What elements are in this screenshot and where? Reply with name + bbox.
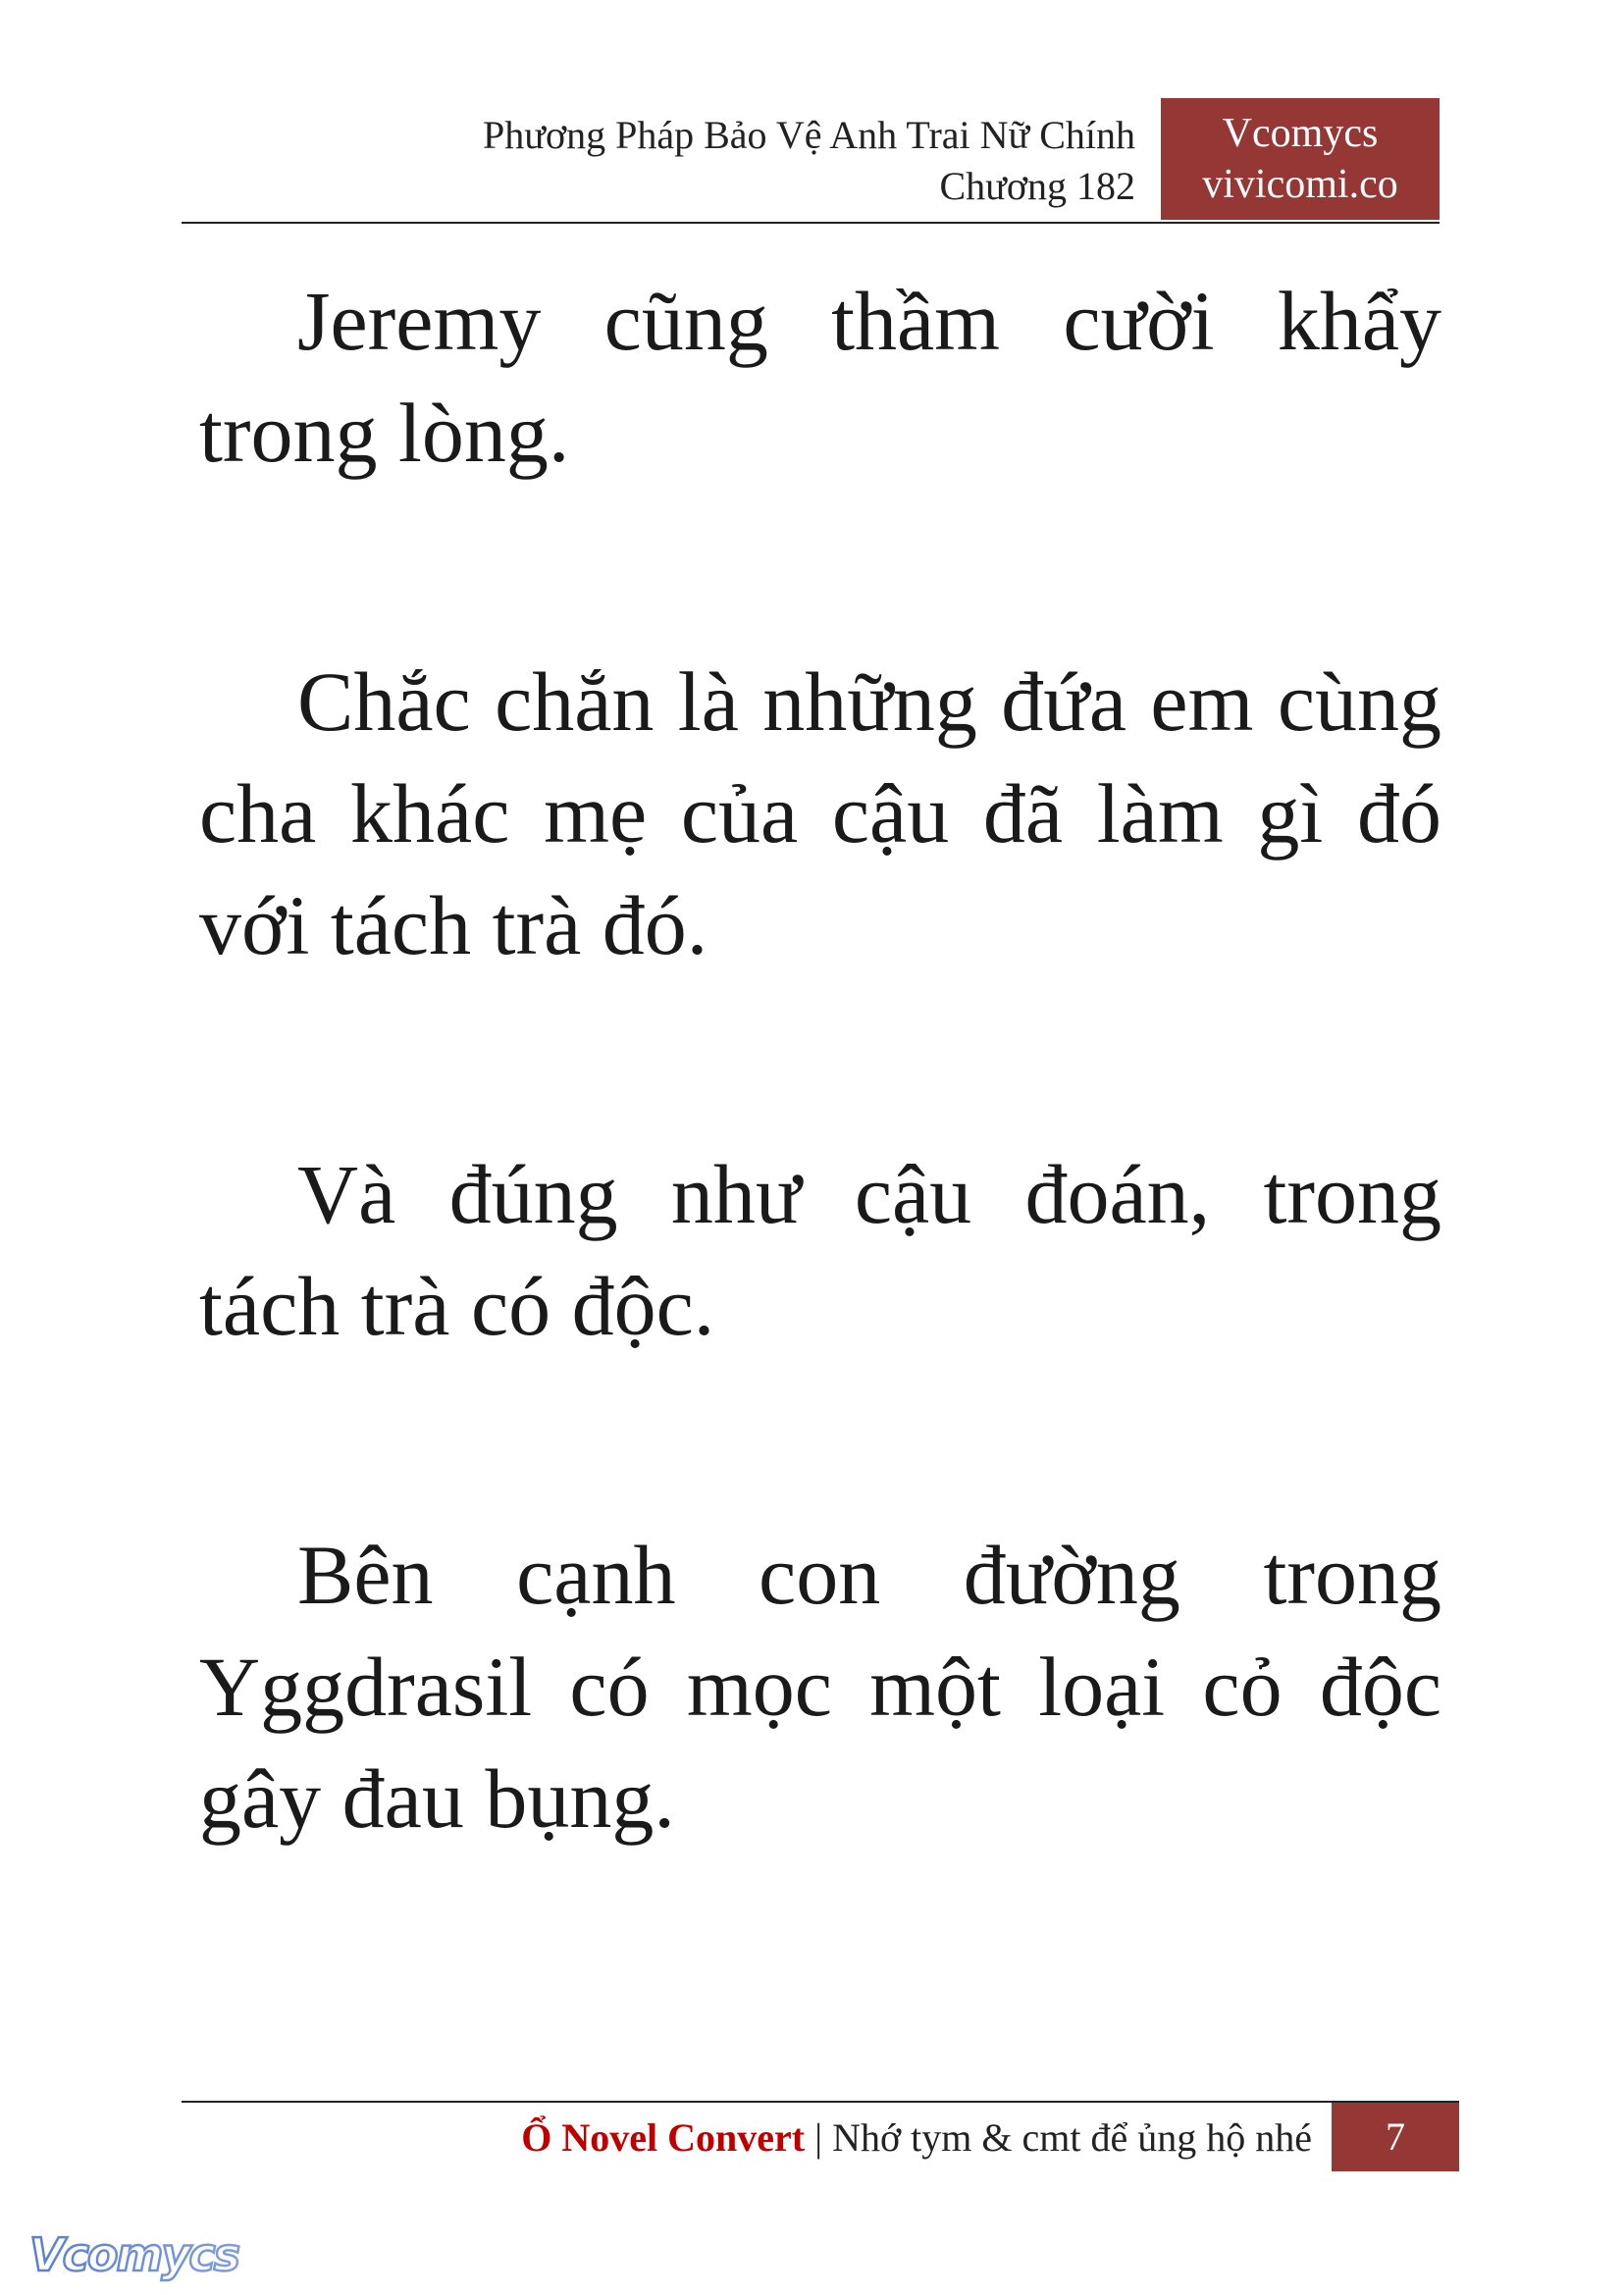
paragraph: Và đúng như cậu đoán, trong tách trà có độc. <box>199 1147 1441 1353</box>
vcomycs-logo-svg <box>26 2227 251 2286</box>
footer-brand: Ổ Novel Convert <box>521 2115 806 2160</box>
header-title-block <box>483 110 1135 212</box>
badge-site-url: vivicomi.co <box>1202 162 1398 207</box>
paragraph: Jeremy cũng thầm cười khẩy trong lòng. <box>199 274 1441 480</box>
chapter-content <box>199 265 1441 1854</box>
footer-message: Nhớ tym & cmt để ủng hộ nhé <box>832 2115 1312 2160</box>
vcomycs-logo-icon <box>26 2227 251 2286</box>
book-title: Phương Pháp Bảo Vệ Anh Trai Nữ Chính <box>483 113 1135 157</box>
svg-text:Vcomycs: Vcomycs <box>29 2228 239 2281</box>
paragraph: Bên cạnh con đường trong Yggdrasil có mọc một loại cỏ độc gây đau bụng. <box>199 1528 1441 1846</box>
page-header <box>182 98 1440 224</box>
footer-divider <box>182 2101 1459 2103</box>
footer-separator: | <box>814 2115 823 2160</box>
badge-site-name: Vcomycs <box>1222 111 1379 156</box>
site-badge <box>1161 98 1440 220</box>
chapter-label: Chương 182 <box>939 164 1135 208</box>
paragraph: Chắc chắn là những đứa em cùng cha khác mẹ của cậu đã làm gì đó với tách trà đó. <box>199 654 1441 972</box>
footer-note <box>521 2108 1312 2168</box>
page-number: 7 <box>1332 2103 1459 2171</box>
